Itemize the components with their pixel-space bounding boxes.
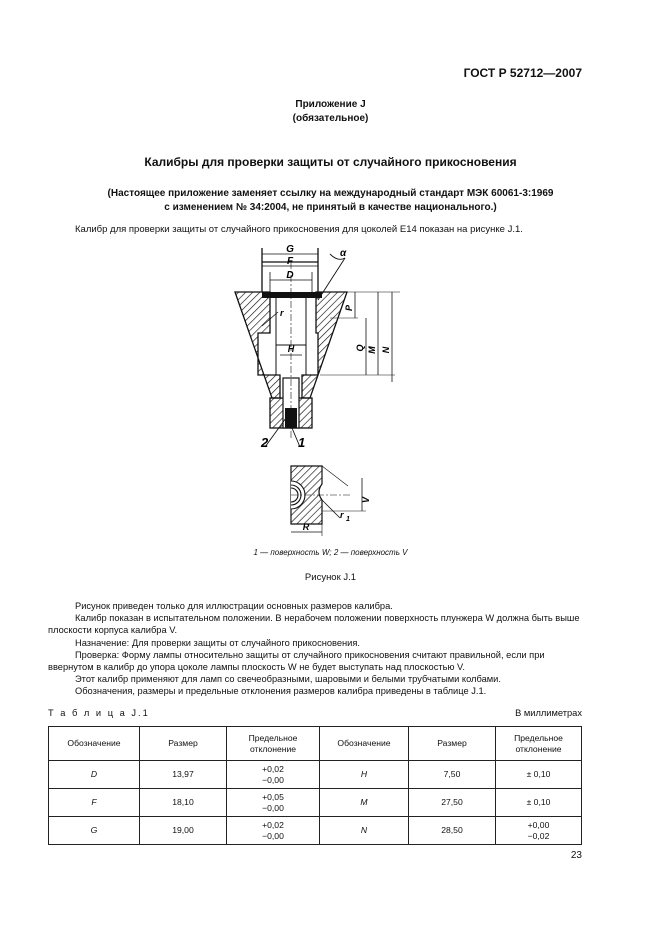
header-tolerance: Предельное отклонение	[227, 727, 320, 761]
table-units: В миллиметрах	[515, 708, 582, 718]
cell-tolerance-2: +0,00 −0,02	[496, 817, 582, 845]
header-size-2: Размер	[409, 727, 496, 761]
dimensions-table	[48, 726, 582, 845]
label-R: R	[302, 522, 310, 532]
label-v: V	[361, 496, 371, 504]
gauge-body-left	[235, 292, 280, 398]
cell-tolerance: +0,02 −0,00	[227, 761, 320, 789]
figure-caption: Рисунок J.1	[304, 572, 357, 583]
page-number: 23	[570, 850, 582, 861]
table-row	[49, 789, 582, 817]
cell-tolerance: +0,05 −0,00	[227, 789, 320, 817]
cell-tolerance-2: ± 0,10	[496, 761, 582, 789]
cell-designation-2: N	[320, 817, 409, 845]
label-r1: r	[340, 510, 344, 520]
table-row	[49, 761, 582, 789]
callout-2: 2	[261, 435, 269, 450]
label-p: P	[344, 304, 354, 312]
label-q: Q	[355, 344, 365, 352]
cell-size: 19,00	[140, 817, 227, 845]
paragraph-5: Этот калибр применяют для ламп со свечеобразными, шаровыми и белыми трубчатыми колбами.	[75, 674, 501, 685]
surface-v-plate	[262, 292, 322, 298]
header-designation: Обозначение	[49, 727, 140, 761]
body-text	[48, 600, 582, 698]
figure-legend: 1 — поверхность W; 2 — поверхность V	[253, 548, 408, 557]
note-line-1: (Настоящее приложение заменяет ссылку на международный стандарт МЭК 60061-3:1969	[107, 188, 554, 199]
cell-designation-2: M	[320, 789, 409, 817]
standard-number: ГОСТ Р 52712—2007	[463, 66, 582, 80]
appendix-title: Калибры для проверки защиты от случайного прикосновения	[144, 155, 517, 169]
paragraph-4: Проверка: Форму лампы относительно защиты от случайного прикосновения считают правильной, если при ввернутом в калибр до упора цоколе лампы плоскость W не будет выступать над плоскостью V.	[48, 649, 545, 673]
label-m: M	[367, 346, 377, 354]
cell-size-2: 27,50	[409, 789, 496, 817]
header-size: Размер	[140, 727, 227, 761]
note-line-2: с изменением № 34:2004, не принятый в качестве национального.)	[164, 202, 497, 213]
cell-tolerance-2: ± 0,10	[496, 789, 582, 817]
table-header-row	[49, 727, 582, 761]
header-designation-2: Обозначение	[320, 727, 409, 761]
table-caption: Т а б л и ц а J.1	[48, 708, 150, 718]
intro-paragraph: Калибр для проверки защиты от случайного прикосновения для цоколей E14 показан на рисунке J.1.	[75, 224, 523, 235]
label-h: H	[287, 344, 295, 354]
header-tolerance-2: Предельное отклонение	[496, 727, 582, 761]
label-f: F	[286, 256, 294, 267]
label-r1-subscript: 1	[346, 516, 350, 523]
cell-size-2: 28,50	[409, 817, 496, 845]
callout-1: 1	[298, 435, 306, 450]
cell-designation: F	[49, 789, 140, 817]
label-d: D	[286, 270, 294, 281]
table-row	[49, 817, 582, 845]
paragraph-6: Обозначения, размеры и предельные отклонения размеров калибра приведены в таблице J.1.	[75, 686, 487, 697]
appendix-status: (обязательное)	[292, 113, 369, 124]
paragraph-2: Калибр показан в испытательном положении. В нерабочем положении поверхность плунжера W должна быть выше плоскости корпуса калибра V.	[48, 613, 580, 636]
label-r: r	[280, 308, 284, 318]
paragraph-1: Рисунок приведен только для иллюстрации основных размеров калибра.	[75, 601, 393, 611]
label-alpha: α	[340, 248, 347, 259]
label-n: N	[381, 346, 391, 354]
cell-size: 18,10	[140, 789, 227, 817]
paragraph-3: Назначение: Для проверки защиты от случайного прикосновения.	[75, 637, 360, 648]
gauge-body-right	[302, 292, 347, 398]
cell-size: 13,97	[140, 761, 227, 789]
cell-tolerance: +0,02 −0,00	[227, 817, 320, 845]
cell-size-2: 7,50	[409, 761, 496, 789]
cell-designation: D	[49, 761, 140, 789]
label-g: G	[286, 244, 294, 255]
cell-designation: G	[49, 817, 140, 845]
appendix-label: Приложение J	[295, 99, 366, 110]
cell-designation-2: H	[320, 761, 409, 789]
